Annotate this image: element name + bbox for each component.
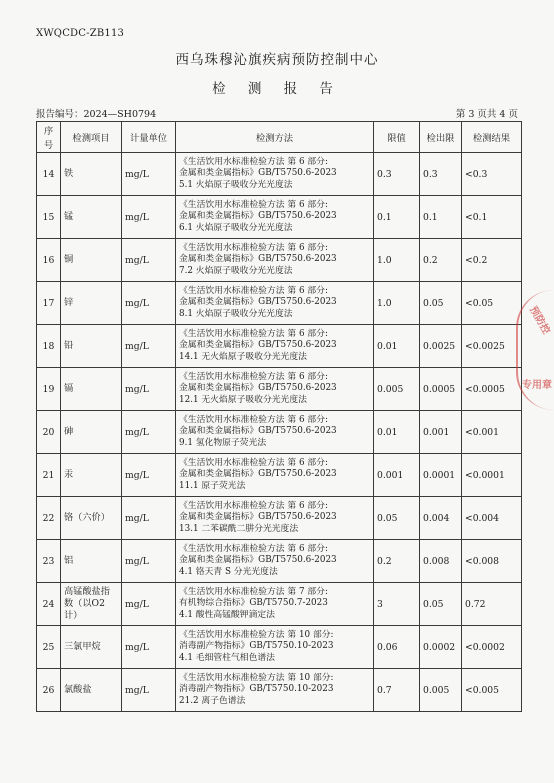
cell-detect-limit: 0.0001	[420, 454, 462, 497]
cell-result: <0.005	[462, 669, 522, 712]
cell-method	[176, 626, 374, 669]
table-row	[37, 411, 522, 454]
cell-result: <0.3	[462, 153, 522, 196]
cell-unit: mg/L	[122, 411, 176, 454]
method-line: 金属和类金属指标》GB/T5750.6-2023	[179, 469, 337, 480]
stamp-text-bottom: 专用章	[522, 380, 552, 391]
official-seal-stamp	[516, 290, 554, 410]
cell-method	[176, 669, 374, 712]
cell-detect-limit: 0.0005	[420, 368, 462, 411]
cell-result: <0.2	[462, 239, 522, 282]
cell-result: <0.004	[462, 497, 522, 540]
test-results-table	[36, 121, 522, 712]
cell-unit: mg/L	[122, 153, 176, 196]
cell-detect-limit: 0.0002	[420, 626, 462, 669]
cell-no: 26	[37, 669, 61, 712]
cell-detect-limit: 0.1	[420, 196, 462, 239]
cell-item: 铝	[61, 540, 122, 583]
cell-unit: mg/L	[122, 626, 176, 669]
cell-unit: mg/L	[122, 282, 176, 325]
cell-method	[176, 196, 374, 239]
cell-result: 0.72	[462, 583, 522, 626]
table-row	[37, 454, 522, 497]
organization-name: 西乌珠穆沁旗疾病预防控制中心	[175, 52, 379, 68]
cell-unit: mg/L	[122, 368, 176, 411]
table-row	[37, 196, 522, 239]
table-header-row	[37, 122, 522, 153]
cell-item: 铅	[61, 325, 122, 368]
cell-method	[176, 583, 374, 626]
method-line: 金属和类金属指标》GB/T5750.6-2023	[179, 297, 337, 308]
method-line: 《生活饮用水标准检验方法 第 6 部分:	[179, 328, 328, 339]
method-line: 《生活饮用水标准检验方法 第 6 部分:	[179, 242, 328, 253]
cell-no: 21	[37, 454, 61, 497]
report-title: 检 测 报 告	[212, 81, 342, 97]
method-line: 4.1 酸性高锰酸钾滴定法	[179, 609, 275, 620]
method-line: 金属和类金属指标》GB/T5750.6-2023	[179, 340, 337, 351]
table-row	[37, 669, 522, 712]
header-unit: 计量单位	[122, 122, 176, 153]
table-row	[37, 497, 522, 540]
method-line: 金属和类金属指标》GB/T5750.6-2023	[179, 555, 337, 566]
table-row	[37, 325, 522, 368]
cell-item: 锰	[61, 196, 122, 239]
cell-no: 15	[37, 196, 61, 239]
cell-no: 22	[37, 497, 61, 540]
cell-method	[176, 368, 374, 411]
cell-limit: 0.01	[374, 325, 420, 368]
header-detect-limit: 检出限	[420, 122, 462, 153]
method-line: 《生活饮用水标准检验方法 第 6 部分:	[179, 500, 328, 511]
cell-no: 17	[37, 282, 61, 325]
method-line: 金属和类金属指标》GB/T5750.6-2023	[179, 168, 337, 179]
cell-detect-limit: 0.2	[420, 239, 462, 282]
cell-unit: mg/L	[122, 454, 176, 497]
cell-method	[176, 239, 374, 282]
method-line: 《生活饮用水标准检验方法 第 7 部分:	[179, 586, 328, 597]
cell-detect-limit: 0.05	[420, 282, 462, 325]
method-line: 金属和类金属指标》GB/T5750.6-2023	[179, 211, 337, 222]
cell-limit: 0.005	[374, 368, 420, 411]
method-line: 4.1 毛细管柱气相色谱法	[179, 652, 275, 663]
cell-no: 14	[37, 153, 61, 196]
cell-limit: 0.01	[374, 411, 420, 454]
cell-method	[176, 153, 374, 196]
cell-detect-limit: 0.0025	[420, 325, 462, 368]
method-line: 11.1 原子荧光法	[179, 480, 246, 491]
cell-method	[176, 540, 374, 583]
table-body	[37, 153, 522, 712]
cell-detect-limit: 0.004	[420, 497, 462, 540]
cell-detect-limit: 0.3	[420, 153, 462, 196]
cell-item: 砷	[61, 411, 122, 454]
header-limit: 限值	[374, 122, 420, 153]
method-line: 12.1 无火焰原子吸收分光光度法	[179, 394, 307, 405]
method-line: 金属和类金属指标》GB/T5750.6-2023	[179, 512, 337, 523]
cell-item: 锌	[61, 282, 122, 325]
method-line: 金属和类金属指标》GB/T5750.6-2023	[179, 383, 337, 394]
cell-item: 氯酸盐	[61, 669, 122, 712]
method-line: 金属和类金属指标》GB/T5750.6-2023	[179, 254, 337, 265]
method-line: 《生活饮用水标准检验方法 第 6 部分:	[179, 414, 328, 425]
cell-method	[176, 497, 374, 540]
header-no: 序号	[37, 122, 61, 153]
cell-item: 镉	[61, 368, 122, 411]
cell-limit: 3	[374, 583, 420, 626]
method-line: 5.1 火焰原子吸收分光光度法	[179, 179, 293, 190]
cell-detect-limit: 0.05	[420, 583, 462, 626]
cell-unit: mg/L	[122, 540, 176, 583]
cell-limit: 0.7	[374, 669, 420, 712]
cell-unit: mg/L	[122, 497, 176, 540]
cell-item: 高锰酸盐指数（以O2计）	[61, 583, 122, 626]
method-line: 8.1 火焰原子吸收分光光度法	[179, 308, 293, 319]
cell-detect-limit: 0.001	[420, 411, 462, 454]
method-line: 4.1 铬天青 S 分光光度法	[179, 566, 278, 577]
method-line: 有机物综合指标》GB/T5750.7-2023	[179, 598, 328, 609]
cell-result: <0.0002	[462, 626, 522, 669]
table-row	[37, 583, 522, 626]
method-line: 7.2 火焰原子吸收分光光度法	[179, 265, 293, 276]
method-line: 《生活饮用水标准检验方法 第 10 部分:	[179, 629, 334, 640]
method-line: 消毒副产物指标》GB/T5750.10-2023	[179, 641, 334, 652]
method-line: 金属和类金属指标》GB/T5750.6-2023	[179, 426, 337, 437]
cell-item: 铬（六价）	[61, 497, 122, 540]
cell-no: 19	[37, 368, 61, 411]
cell-unit: mg/L	[122, 583, 176, 626]
cell-item: 三氯甲烷	[61, 626, 122, 669]
cell-method	[176, 411, 374, 454]
cell-unit: mg/L	[122, 669, 176, 712]
cell-limit: 0.1	[374, 196, 420, 239]
method-line: 13.1 二苯碳酰二肼分光光度法	[179, 523, 299, 534]
cell-method	[176, 325, 374, 368]
table-row	[37, 239, 522, 282]
document-code: XWQCDC-ZB113	[36, 28, 125, 39]
page-number: 第 3 页共 4 页	[455, 109, 518, 120]
cell-result: <0.001	[462, 411, 522, 454]
table-row	[37, 626, 522, 669]
header-method: 检测方法	[176, 122, 374, 153]
method-line: 消毒副产物指标》GB/T5750.10-2023	[179, 684, 334, 695]
cell-limit: 0.001	[374, 454, 420, 497]
cell-item: 铁	[61, 153, 122, 196]
table-row	[37, 368, 522, 411]
cell-method	[176, 282, 374, 325]
table-row	[37, 540, 522, 583]
method-line: 9.1 氢化物原子荧光法	[179, 437, 267, 448]
cell-detect-limit: 0.005	[420, 669, 462, 712]
header-item: 检测项目	[61, 122, 122, 153]
cell-no: 24	[37, 583, 61, 626]
method-line: 《生活饮用水标准检验方法 第 6 部分:	[179, 371, 328, 382]
method-line: 《生活饮用水标准检验方法 第 6 部分:	[179, 199, 328, 210]
header-result: 检测结果	[462, 122, 522, 153]
table-row	[37, 153, 522, 196]
cell-no: 18	[37, 325, 61, 368]
cell-no: 16	[37, 239, 61, 282]
cell-limit: 1.0	[374, 239, 420, 282]
cell-detect-limit: 0.008	[420, 540, 462, 583]
cell-result: <0.0001	[462, 454, 522, 497]
method-line: 6.1 火焰原子吸收分光光度法	[179, 222, 293, 233]
method-line: 21.2 离子色谱法	[179, 695, 246, 706]
cell-item: 铜	[61, 239, 122, 282]
cell-unit: mg/L	[122, 325, 176, 368]
cell-result: <0.0005	[462, 368, 522, 411]
method-line: 《生活饮用水标准检验方法 第 6 部分:	[179, 457, 328, 468]
cell-result: <0.008	[462, 540, 522, 583]
cell-limit: 0.06	[374, 626, 420, 669]
cell-limit: 1.0	[374, 282, 420, 325]
cell-result: <0.0025	[462, 325, 522, 368]
cell-item: 汞	[61, 454, 122, 497]
cell-result: <0.1	[462, 196, 522, 239]
cell-limit: 0.05	[374, 497, 420, 540]
method-line: 14.1 无火焰原子吸收分光光度法	[179, 351, 307, 362]
cell-unit: mg/L	[122, 239, 176, 282]
cell-result: <0.05	[462, 282, 522, 325]
method-line: 《生活饮用水标准检验方法 第 10 部分:	[179, 672, 334, 683]
method-line: 《生活饮用水标准检验方法 第 6 部分:	[179, 156, 328, 167]
cell-limit: 0.3	[374, 153, 420, 196]
cell-method	[176, 454, 374, 497]
cell-no: 25	[37, 626, 61, 669]
cell-unit: mg/L	[122, 196, 176, 239]
cell-no: 23	[37, 540, 61, 583]
stamp-text-top: 预防控	[527, 304, 552, 337]
cell-limit: 0.2	[374, 540, 420, 583]
method-line: 《生活饮用水标准检验方法 第 6 部分:	[179, 543, 328, 554]
method-line: 《生活饮用水标准检验方法 第 6 部分:	[179, 285, 328, 296]
table-row	[37, 282, 522, 325]
cell-no: 20	[37, 411, 61, 454]
report-number: 报告编号：2024—SH0794	[36, 109, 157, 120]
